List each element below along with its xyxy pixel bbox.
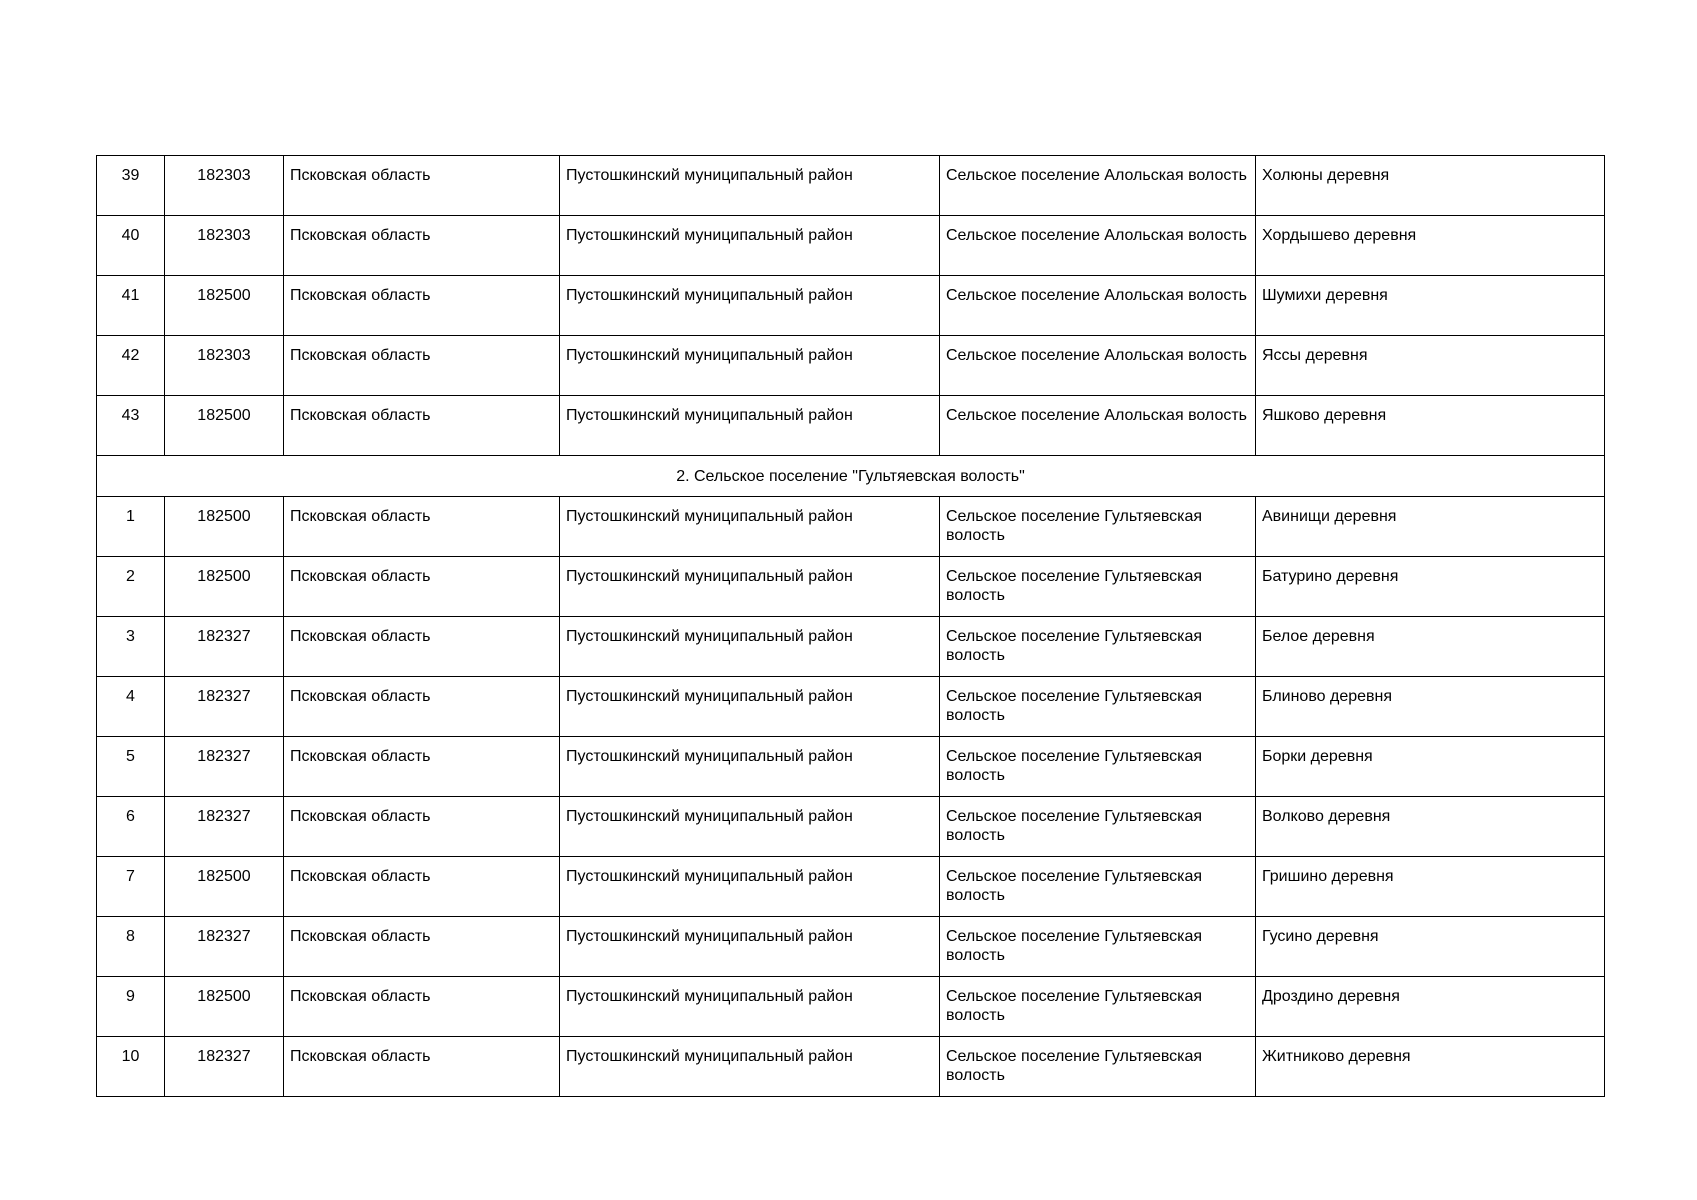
row-number-cell: 3 — [97, 617, 165, 677]
postal-code-cell: 182500 — [165, 276, 284, 336]
region-cell: Псковская область — [284, 677, 560, 737]
localities-table — [96, 155, 1605, 1097]
postal-code-cell: 182327 — [165, 677, 284, 737]
settlement-cell: Сельское поселение Гультяевская волость — [940, 737, 1256, 797]
settlement-cell: Сельское поселение Гультяевская волость — [940, 1037, 1256, 1097]
table-row — [97, 396, 1605, 456]
district-cell: Пустошкинский муниципальный район — [560, 677, 940, 737]
table-row — [97, 617, 1605, 677]
row-number-cell: 8 — [97, 917, 165, 977]
row-number-cell: 42 — [97, 336, 165, 396]
locality-cell: Гришино деревня — [1256, 857, 1605, 917]
locality-cell: Борки деревня — [1256, 737, 1605, 797]
region-cell: Псковская область — [284, 557, 560, 617]
postal-code-cell: 182500 — [165, 396, 284, 456]
district-cell: Пустошкинский муниципальный район — [560, 1037, 940, 1097]
district-cell: Пустошкинский муниципальный район — [560, 276, 940, 336]
table-row — [97, 797, 1605, 857]
region-cell: Псковская область — [284, 336, 560, 396]
table-row — [97, 276, 1605, 336]
row-number-cell: 1 — [97, 497, 165, 557]
locality-cell: Яшково деревня — [1256, 396, 1605, 456]
table-row — [97, 216, 1605, 276]
region-cell: Псковская область — [284, 497, 560, 557]
locality-cell: Блиново деревня — [1256, 677, 1605, 737]
postal-code-cell: 182327 — [165, 797, 284, 857]
region-cell: Псковская область — [284, 216, 560, 276]
settlement-cell: Сельское поселение Гультяевская волость — [940, 797, 1256, 857]
district-cell: Пустошкинский муниципальный район — [560, 557, 940, 617]
postal-code-cell: 182303 — [165, 156, 284, 216]
postal-code-cell: 182303 — [165, 336, 284, 396]
row-number-cell: 4 — [97, 677, 165, 737]
table-row — [97, 497, 1605, 557]
district-cell: Пустошкинский муниципальный район — [560, 617, 940, 677]
locality-cell: Яссы деревня — [1256, 336, 1605, 396]
postal-code-cell: 182327 — [165, 1037, 284, 1097]
locality-cell: Холюны деревня — [1256, 156, 1605, 216]
row-number-cell: 43 — [97, 396, 165, 456]
row-number-cell: 7 — [97, 857, 165, 917]
row-number-cell: 2 — [97, 557, 165, 617]
settlement-cell: Сельское поселение Гультяевская волость — [940, 557, 1256, 617]
postal-code-cell: 182327 — [165, 917, 284, 977]
table-row — [97, 977, 1605, 1037]
district-cell: Пустошкинский муниципальный район — [560, 917, 940, 977]
locality-cell: Авинищи деревня — [1256, 497, 1605, 557]
district-cell: Пустошкинский муниципальный район — [560, 216, 940, 276]
settlement-cell: Сельское поселение Гультяевская волость — [940, 917, 1256, 977]
district-cell: Пустошкинский муниципальный район — [560, 497, 940, 557]
settlement-cell: Сельское поселение Алольская волость — [940, 216, 1256, 276]
locality-cell: Волково деревня — [1256, 797, 1605, 857]
section-heading: 2. Сельское поселение "Гультяевская волость" — [97, 456, 1605, 497]
table-row — [97, 917, 1605, 977]
table-row — [97, 677, 1605, 737]
settlement-cell: Сельское поселение Гультяевская волость — [940, 617, 1256, 677]
document-page — [96, 155, 1604, 1097]
region-cell: Псковская область — [284, 1037, 560, 1097]
table-row — [97, 557, 1605, 617]
locality-cell: Хордышево деревня — [1256, 216, 1605, 276]
region-cell: Псковская область — [284, 797, 560, 857]
region-cell: Псковская область — [284, 396, 560, 456]
district-cell: Пустошкинский муниципальный район — [560, 396, 940, 456]
locality-cell: Дроздино деревня — [1256, 977, 1605, 1037]
district-cell: Пустошкинский муниципальный район — [560, 857, 940, 917]
postal-code-cell: 182500 — [165, 497, 284, 557]
postal-code-cell: 182327 — [165, 617, 284, 677]
table-row — [97, 1037, 1605, 1097]
row-number-cell: 6 — [97, 797, 165, 857]
settlement-cell: Сельское поселение Алольская волость — [940, 156, 1256, 216]
settlement-cell: Сельское поселение Алольская волость — [940, 336, 1256, 396]
settlement-cell: Сельское поселение Алольская волость — [940, 396, 1256, 456]
section-heading-row — [97, 456, 1605, 497]
region-cell: Псковская область — [284, 917, 560, 977]
district-cell: Пустошкинский муниципальный район — [560, 977, 940, 1037]
region-cell: Псковская область — [284, 857, 560, 917]
row-number-cell: 40 — [97, 216, 165, 276]
row-number-cell: 10 — [97, 1037, 165, 1097]
settlement-cell: Сельское поселение Алольская волость — [940, 276, 1256, 336]
locality-cell: Гусино деревня — [1256, 917, 1605, 977]
row-number-cell: 9 — [97, 977, 165, 1037]
locality-cell: Белое деревня — [1256, 617, 1605, 677]
district-cell: Пустошкинский муниципальный район — [560, 737, 940, 797]
row-number-cell: 41 — [97, 276, 165, 336]
locality-cell: Батурино деревня — [1256, 557, 1605, 617]
postal-code-cell: 182500 — [165, 857, 284, 917]
locality-cell: Шумихи деревня — [1256, 276, 1605, 336]
settlement-cell: Сельское поселение Гультяевская волость — [940, 977, 1256, 1037]
postal-code-cell: 182500 — [165, 557, 284, 617]
region-cell: Псковская область — [284, 276, 560, 336]
district-cell: Пустошкинский муниципальный район — [560, 797, 940, 857]
region-cell: Псковская область — [284, 617, 560, 677]
table-row — [97, 336, 1605, 396]
district-cell: Пустошкинский муниципальный район — [560, 336, 940, 396]
row-number-cell: 5 — [97, 737, 165, 797]
settlement-cell: Сельское поселение Гультяевская волость — [940, 857, 1256, 917]
region-cell: Псковская область — [284, 156, 560, 216]
region-cell: Псковская область — [284, 737, 560, 797]
postal-code-cell: 182327 — [165, 737, 284, 797]
table-row — [97, 156, 1605, 216]
table-row — [97, 857, 1605, 917]
region-cell: Псковская область — [284, 977, 560, 1037]
postal-code-cell: 182500 — [165, 977, 284, 1037]
row-number-cell: 39 — [97, 156, 165, 216]
district-cell: Пустошкинский муниципальный район — [560, 156, 940, 216]
settlement-cell: Сельское поселение Гультяевская волость — [940, 677, 1256, 737]
settlement-cell: Сельское поселение Гультяевская волость — [940, 497, 1256, 557]
table-row — [97, 737, 1605, 797]
locality-cell: Житниково деревня — [1256, 1037, 1605, 1097]
postal-code-cell: 182303 — [165, 216, 284, 276]
